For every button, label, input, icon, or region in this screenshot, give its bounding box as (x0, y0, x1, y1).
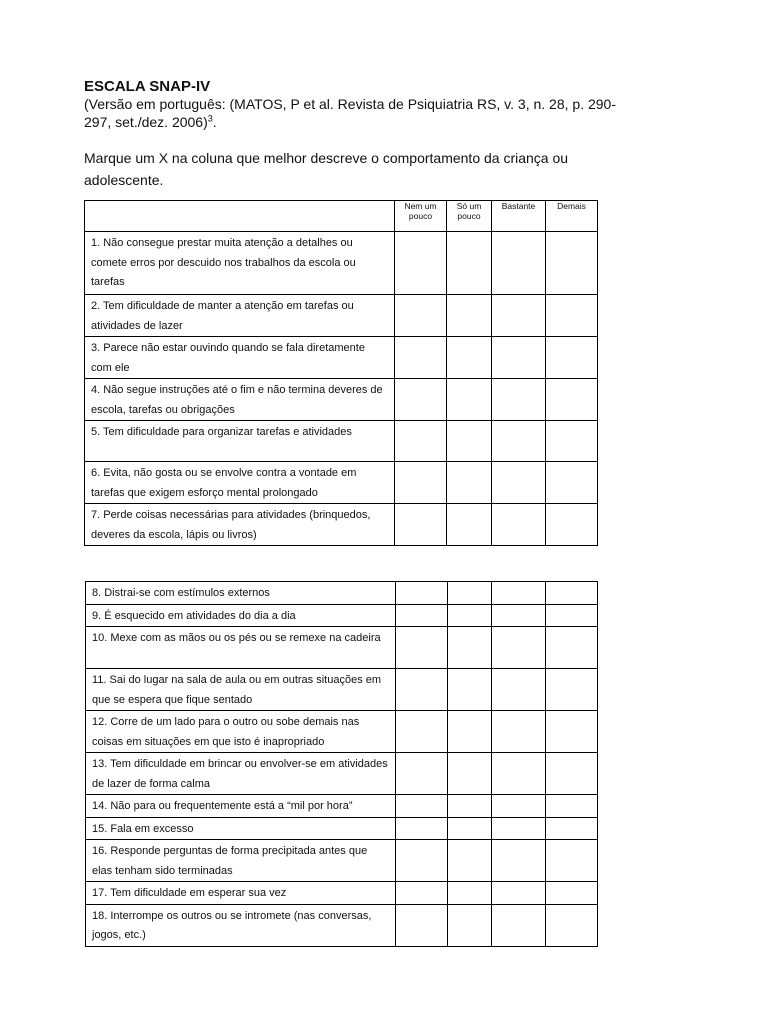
item-row (86, 904, 598, 946)
item-cell (86, 711, 396, 753)
item-question: 8. Distrai-se com estímulos externos (92, 587, 270, 599)
answer-cell-3[interactable] (492, 795, 546, 818)
item-question: 16. Responde perguntas de forma precipitada antes que elas tenham sido terminadas (92, 845, 368, 877)
answer-cell-2[interactable] (447, 504, 492, 546)
column-header: Só um pouco (447, 201, 492, 232)
answer-cell-3[interactable] (492, 840, 546, 882)
answer-cell-4[interactable] (546, 753, 598, 795)
answer-cell-4[interactable] (546, 582, 598, 605)
item-row (86, 669, 598, 711)
item-cell (86, 582, 396, 605)
answer-cell-1[interactable] (395, 504, 447, 546)
item-question: 9. É esquecido em atividades do dia a dia (92, 609, 296, 622)
answer-cell-1[interactable] (396, 604, 448, 627)
answer-cell-2[interactable] (448, 904, 492, 946)
item-row (85, 232, 598, 295)
answer-cell-1[interactable] (395, 232, 447, 295)
item-question: 15. Fala em excesso (92, 822, 194, 835)
item-cell (85, 232, 395, 295)
item-question: 3. Parece não estar ouvindo quando se fala diretamente com ele (91, 342, 365, 374)
answer-cell-3[interactable] (492, 817, 546, 840)
answer-cell-2[interactable] (448, 795, 492, 818)
answer-cell-3[interactable] (492, 504, 546, 546)
answer-cell-1[interactable] (396, 582, 448, 605)
item-row (86, 882, 598, 905)
answer-cell-4[interactable] (546, 379, 598, 421)
answer-cell-1[interactable] (395, 421, 447, 462)
item-cell (85, 504, 395, 546)
answer-cell-2[interactable] (447, 295, 492, 337)
item-cell (86, 669, 396, 711)
item-cell (86, 795, 396, 818)
answer-cell-2[interactable] (447, 462, 492, 504)
answer-cell-1[interactable] (396, 753, 448, 795)
answer-cell-2[interactable] (447, 421, 492, 462)
answer-cell-4[interactable] (546, 627, 598, 669)
item-row (86, 840, 598, 882)
answer-cell-2[interactable] (448, 882, 492, 905)
answer-cell-3[interactable] (492, 421, 546, 462)
answer-cell-1[interactable] (395, 462, 447, 504)
item-row (85, 421, 598, 462)
item-cell (85, 462, 395, 504)
item-cell (86, 604, 396, 627)
item-cell (86, 882, 396, 905)
rating-table-part1 (84, 200, 598, 546)
answer-cell-1[interactable] (396, 669, 448, 711)
answer-cell-4[interactable] (546, 504, 598, 546)
answer-cell-4[interactable] (546, 232, 598, 295)
answer-cell-4[interactable] (546, 904, 598, 946)
item-row (85, 337, 598, 379)
item-cell (85, 295, 395, 337)
answer-cell-2[interactable] (448, 817, 492, 840)
answer-cell-3[interactable] (492, 627, 546, 669)
item-question: 4. Não segue instruções até o fim e não termina deveres de escola, tarefas ou obrigações (91, 384, 383, 416)
source-citation: (Versão em português: (MATOS, P et al. Revista de Psiquiatria RS, v. 3, n. 28, p. 290-297, set./dez. 2006)$^3$. (84, 96, 616, 130)
item-question: 10. Mexe com as mãos ou os pés ou se remexe na cadeira (92, 632, 381, 644)
answer-cell-4[interactable] (546, 337, 598, 379)
answer-cell-2[interactable] (447, 337, 492, 379)
instruction-text: Marque um X na coluna que melhor descreve o comportamento da criança ou adolescente. (84, 150, 569, 188)
header-blank-cell (85, 201, 395, 232)
item-question: 7. Perde coisas necessárias para atividades (brinquedos, deveres da escola, lápis ou livros) (91, 509, 371, 541)
item-question: 5. Tem dificuldade para organizar tarefas e atividades (91, 426, 352, 438)
answer-cell-4[interactable] (546, 295, 598, 337)
item-row (86, 795, 598, 818)
answer-cell-4[interactable] (546, 795, 598, 818)
answer-cell-3[interactable] (492, 904, 546, 946)
answer-cell-4[interactable] (546, 669, 598, 711)
answer-cell-2[interactable] (447, 232, 492, 295)
answer-cell-1[interactable] (396, 904, 448, 946)
answer-cell-1[interactable] (396, 627, 448, 669)
answer-cell-3[interactable] (492, 337, 546, 379)
item-question: 18. Interrompe os outros ou se intromete (nas conversas, jogos, etc.) (92, 909, 372, 941)
answer-cell-1[interactable] (396, 795, 448, 818)
answer-cell-1[interactable] (395, 379, 447, 421)
item-question: 1. Não consegue prestar muita atenção a detalhes ou comete erros por descuido nos trabalhos da escola ou tarefas (91, 237, 356, 288)
item-cell (86, 840, 396, 882)
item-row (86, 582, 598, 605)
item-row (86, 753, 598, 795)
item-row (86, 711, 598, 753)
answer-cell-3[interactable] (492, 232, 546, 295)
answer-cell-1[interactable] (396, 882, 448, 905)
answer-cell-3[interactable] (492, 882, 546, 905)
answer-cell-2[interactable] (448, 627, 492, 669)
rating-table-part2 (85, 581, 598, 947)
answer-cell-4[interactable] (546, 604, 598, 627)
item-question: 14. Não para ou frequentemente está a “mil por hora” (92, 800, 353, 812)
answer-cell-2[interactable] (448, 669, 492, 711)
answer-cell-2[interactable] (448, 753, 492, 795)
item-question: 17. Tem dificuldade em esperar sua vez (92, 887, 287, 899)
item-cell (86, 817, 396, 840)
item-cell (86, 753, 396, 795)
item-question: 6. Evita, não gosta ou se envolve contra a vontade em tarefas que exigem esforço mental prolongado (91, 467, 357, 499)
answer-cell-2[interactable] (448, 711, 492, 753)
answer-cell-3[interactable] (492, 462, 546, 504)
answer-cell-4[interactable] (546, 840, 598, 882)
item-cell (85, 379, 395, 421)
answer-cell-3[interactable] (492, 379, 546, 421)
answer-cell-4[interactable] (546, 462, 598, 504)
answer-cell-4[interactable] (546, 817, 598, 840)
answer-cell-2[interactable] (447, 379, 492, 421)
answer-cell-2[interactable] (448, 840, 492, 882)
item-question: 12. Corre de um lado para o outro ou sobe demais nas coisas em situações em que isto é inapropriado (92, 716, 360, 748)
item-cell (86, 627, 396, 669)
answer-cell-3[interactable] (492, 582, 546, 605)
item-row (86, 817, 598, 840)
answer-cell-1[interactable] (396, 817, 448, 840)
answer-cell-3[interactable] (492, 295, 546, 337)
header-row (85, 201, 598, 232)
item-question: 11. Sai do lugar na sala de aula ou em outras situações em que se espera que fique sentado (92, 674, 382, 706)
item-question: 2. Tem dificuldade de manter a atenção em tarefas ou atividades de lazer (91, 300, 354, 332)
item-cell (85, 337, 395, 379)
item-question: 13. Tem dificuldade em brincar ou envolver-se em atividades de lazer de forma calma (92, 758, 388, 790)
answer-cell-1[interactable] (395, 337, 447, 379)
column-header: Demais (546, 201, 598, 232)
citation-footnote: 3 (207, 113, 213, 124)
column-header: Bastante (492, 201, 546, 232)
item-row (85, 462, 598, 504)
answer-cell-3[interactable] (492, 711, 546, 753)
answer-cell-4[interactable] (546, 711, 598, 753)
item-row (85, 295, 598, 337)
item-cell (86, 904, 396, 946)
item-row (86, 627, 598, 669)
answer-cell-4[interactable] (546, 882, 598, 905)
answer-cell-1[interactable] (396, 711, 448, 753)
answer-cell-1[interactable] (396, 840, 448, 882)
item-row (86, 604, 598, 627)
answer-cell-2[interactable] (448, 604, 492, 627)
answer-cell-1[interactable] (395, 295, 447, 337)
answer-cell-3[interactable] (492, 753, 546, 795)
item-cell (85, 421, 395, 462)
scale-title: ESCALA SNAP-IV (84, 78, 211, 95)
answer-cell-3[interactable] (492, 604, 546, 627)
answer-cell-4[interactable] (546, 421, 598, 462)
item-row (85, 379, 598, 421)
item-row (85, 504, 598, 546)
answer-cell-2[interactable] (448, 582, 492, 605)
answer-cell-3[interactable] (492, 669, 546, 711)
column-header: Nem um pouco (395, 201, 447, 232)
